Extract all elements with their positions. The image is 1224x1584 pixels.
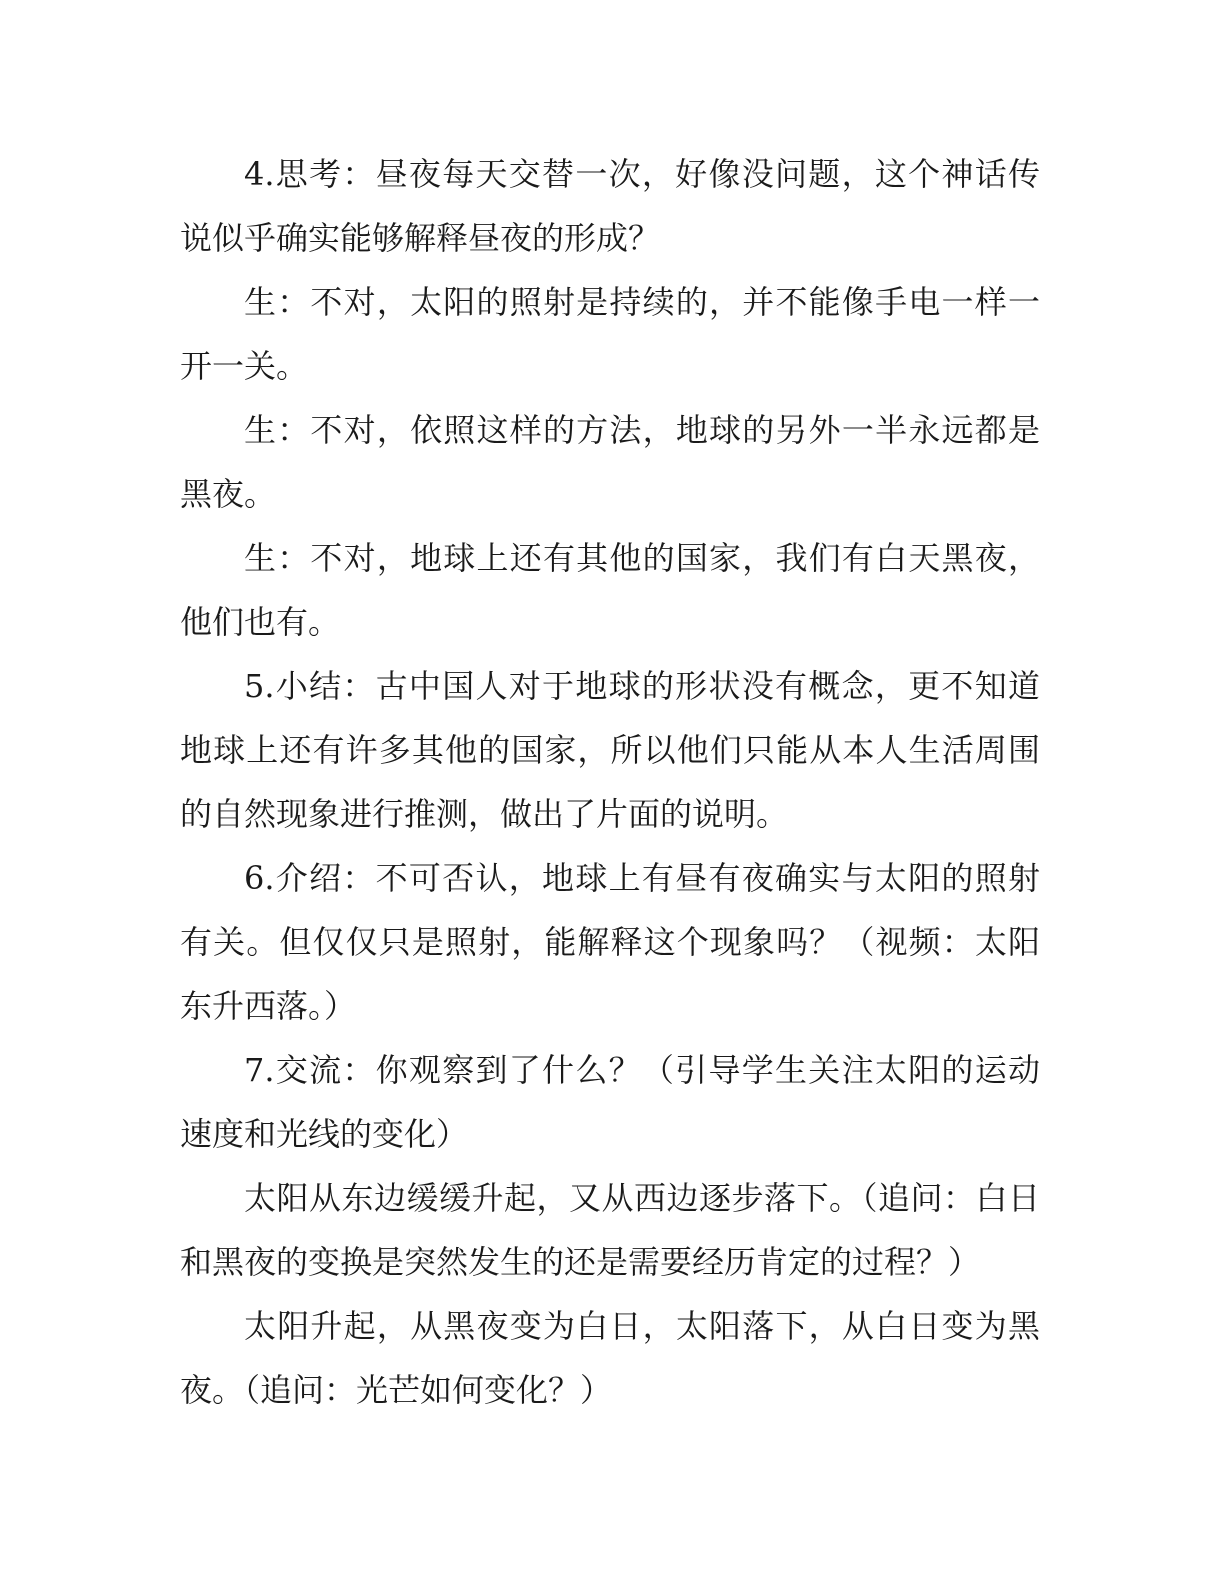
paragraph-student-answer-3: 生：不对，地球上还有其他的国家，我们有白天黑夜，他们也有。 (180, 539, 1040, 641)
document-body (180, 142, 1040, 1422)
paragraph-observation-2: 太阳升起，从黑夜变为白日，太阳落下，从白日变为黑夜。（追问：光芒如何变化？） (180, 1307, 1040, 1409)
paragraph-introduction: 6.介绍：不可否认，地球上有昼有夜确实与太阳的照射有关。但仅仅只是照射，能解释这个现象吗？（视频：太阳东升西落。） (180, 859, 1040, 1025)
paragraph-student-answer-1: 生：不对，太阳的照射是持续的，并不能像手电一样一开一关。 (180, 283, 1040, 385)
paragraph-summary: 5.小结：古中国人对于地球的形状没有概念，更不知道地球上还有许多其他的国家，所以他们只能从本人生活周围的自然现象进行推测，做出了片面的说明。 (180, 667, 1040, 833)
paragraph-student-answer-2: 生：不对，依照这样的方法，地球的另外一半永远都是黑夜。 (180, 411, 1040, 513)
paragraph-think-question: 4.思考：昼夜每天交替一次，好像没问题，这个神话传说似乎确实能够解释昼夜的形成？ (180, 155, 1040, 257)
paragraph-discussion: 7.交流：你观察到了什么？（引导学生关注太阳的运动速度和光线的变化） (180, 1051, 1040, 1153)
paragraph-observation-1: 太阳从东边缓缓升起，又从西边逐步落下。（追问：白日和黑夜的变换是突然发生的还是需要经历肯定的过程？） (180, 1179, 1040, 1281)
